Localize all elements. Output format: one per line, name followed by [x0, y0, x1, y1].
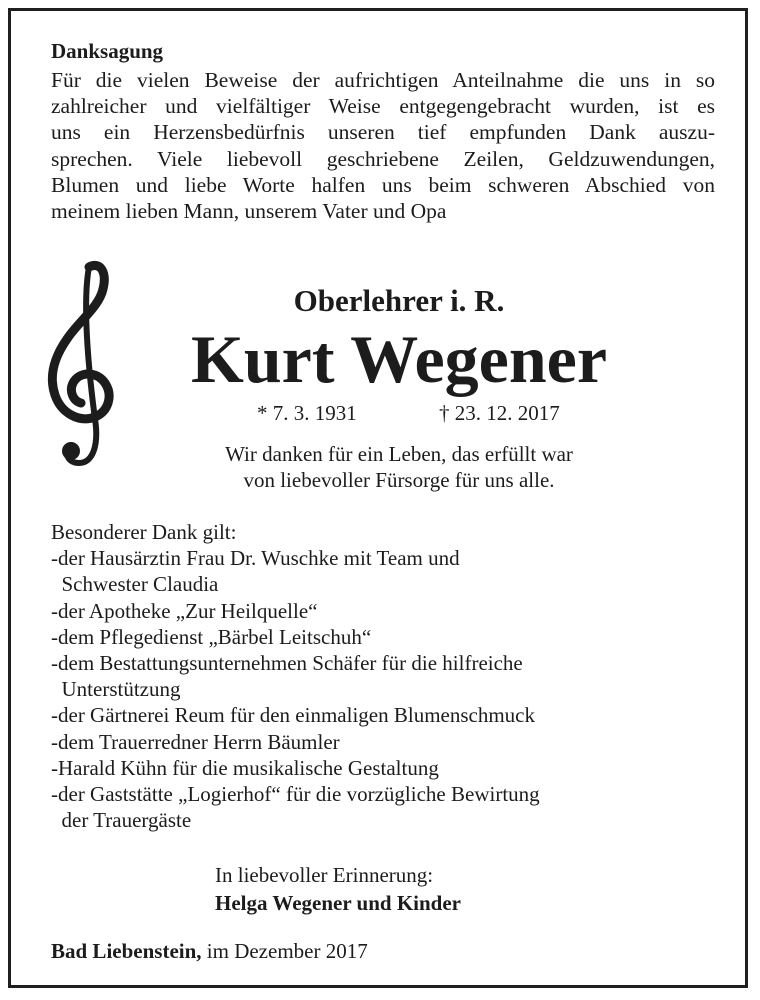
death-date: † 23. 12. 2017	[439, 401, 560, 425]
notice-heading: Danksagung	[51, 39, 164, 63]
thanks-item: -der Gaststätte „Logierhof“ für die vorzügliche Bewirtung	[51, 782, 540, 807]
deceased-title: Oberlehrer i. R.	[293, 283, 505, 318]
birth-date: * 7. 3. 1931	[257, 401, 357, 425]
signature-block	[215, 861, 461, 917]
memorial-quote	[11, 441, 751, 493]
deceased-name: Kurt Wegener	[190, 321, 608, 397]
place-date: im Dezember 2017	[201, 939, 368, 963]
intro-line: Blumen und liebe Worte halfen uns beim schweren Abschied von	[51, 172, 715, 197]
thanks-item: -Harald Kühn für die musikalische Gestaltung	[51, 755, 439, 780]
intro-line: zahlreicher und vielfältiger Weise entgegengebracht wurden, ist es	[51, 94, 715, 119]
intro-line: sprechen. Viele liebevoll geschriebene Zeilen, Geldzuwendungen,	[51, 146, 715, 171]
thanks-item: -der Apotheke „Zur Heilquelle“	[51, 598, 318, 623]
signature-intro: In liebevoller Erinnerung:	[215, 863, 434, 887]
thanks-item: Besonderer Dank gilt:	[51, 520, 237, 544]
place-city: Bad Liebenstein,	[51, 939, 202, 963]
thanks-item: -dem Trauerredner Herrn Bäumler	[51, 729, 340, 754]
place-date-line	[51, 939, 368, 964]
thanks-item: -der Gärtnerei Reum für den einmaligen Blumenschmuck	[51, 703, 536, 728]
quote-line: Wir danken für ein Leben, das erfüllt war	[225, 442, 573, 466]
intro-line: Für die vielen Beweise der aufrichtigen Anteilnahme die uns in so	[51, 68, 715, 92]
notice-frame	[8, 8, 748, 988]
thanks-item: -der Hausärztin Frau Dr. Wuschke mit Team und	[51, 546, 460, 571]
thanks-item: -dem Pflegedienst „Bärbel Leitschuh“	[51, 624, 372, 649]
thanks-item: der Trauergäste	[51, 808, 192, 833]
thanks-item: Schwester Claudia	[51, 572, 219, 597]
thanks-list	[51, 519, 540, 833]
thanks-item: -dem Bestattungsunternehmen Schäfer für die hilfreiche	[51, 651, 523, 676]
intro-line: meinem lieben Mann, unserem Vater und Opa	[51, 199, 447, 224]
intro-paragraph	[51, 67, 715, 224]
thanks-item: Unterstützung	[51, 677, 181, 702]
signature-names: Helga Wegener und Kinder	[215, 891, 461, 915]
intro-line: uns ein Herzensbedürfnis unseren tief empfunden Dank auszu-	[51, 120, 715, 145]
quote-line: von liebevoller Fürsorge für uns alle.	[243, 468, 555, 492]
